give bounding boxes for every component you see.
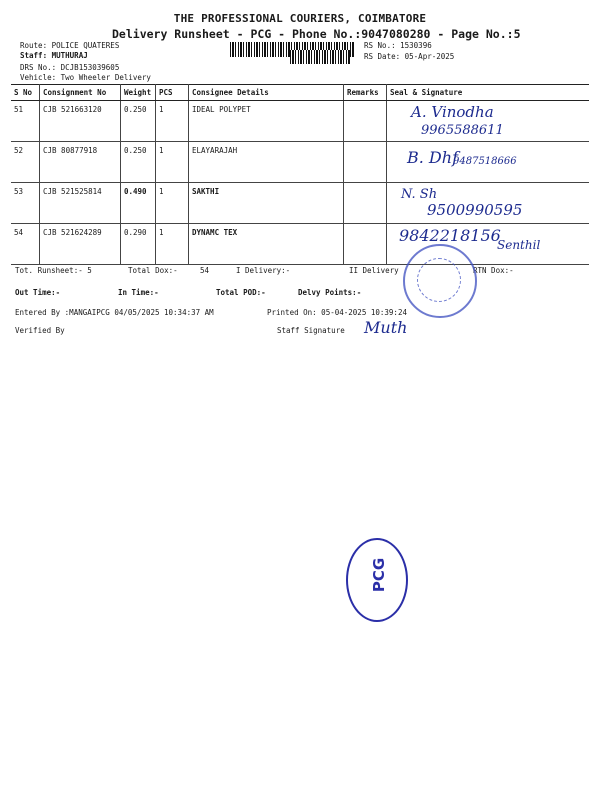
pcg-stamp-text: PCG (370, 557, 389, 593)
phone-ink: 9487518666 (453, 156, 517, 167)
runsheet-subtitle: Delivery Runsheet - PCG - Phone No.:9047080280 - Page No.:5 (112, 27, 521, 41)
rs-no: RS No.: 1530396 (364, 41, 432, 50)
rtn-dox: RTN Dox:- (473, 266, 514, 275)
printed-on: Printed On: 05-04-2025 10:39:24 (267, 308, 407, 317)
cell-consignment: CJB 521663120 (40, 101, 121, 142)
col-sno: S No (11, 85, 40, 101)
ii-delivery: II Delivery (349, 266, 399, 275)
phone-ink: 9500990595 (427, 201, 523, 219)
signature-ink: N. Sh (401, 187, 438, 202)
round-seal-stamp (403, 244, 477, 318)
cell-weight: 0.250 (121, 142, 156, 183)
cell-signature (387, 142, 590, 183)
out-time: Out Time:- (15, 288, 61, 297)
cell-remarks (344, 101, 387, 142)
phone-ink: 9842218156 (399, 226, 501, 245)
cell-pcs: 1 (156, 101, 189, 142)
col-pcs: PCS (156, 85, 189, 101)
table-row (11, 224, 589, 265)
verified-by: Verified By (15, 326, 65, 335)
col-weight: Weight (121, 85, 156, 101)
barcode-2 (290, 50, 350, 64)
drs-label: DRS No.: DCJB153039605 (20, 63, 120, 72)
cell-sno: 53 (11, 183, 40, 224)
cell-signature (387, 183, 590, 224)
signature-ink: Senthil (497, 238, 541, 252)
col-signature: Seal & Signature (387, 85, 590, 101)
table-row (11, 101, 589, 142)
cell-sno: 52 (11, 142, 40, 183)
phone-ink: 9965588611 (421, 123, 504, 138)
cell-consignee: DYNAMC TEX (189, 224, 344, 265)
cell-remarks (344, 183, 387, 224)
runsheet-table (11, 84, 589, 265)
cell-remarks (344, 142, 387, 183)
vehicle-label: Vehicle: Two Wheeler Delivery (20, 73, 151, 82)
delvy-points: Delvy Points:- (298, 288, 362, 297)
tot-runsheet: Tot. Runsheet:- 5 (15, 266, 92, 275)
entered-by: Entered By :MANGAIPCG 04/05/2025 10:34:37 AM (15, 308, 214, 317)
col-consignee: Consignee Details (189, 85, 344, 101)
route-label: Route: POLICE QUATERES (20, 41, 120, 50)
cell-consignment: CJB 521624289 (40, 224, 121, 265)
col-remarks: Remarks (344, 85, 387, 101)
signature-ink: B. Dhf (407, 148, 458, 167)
signature-ink: A. Vinodha (411, 103, 494, 121)
table-row (11, 142, 589, 183)
company-title: THE PROFESSIONAL COURIERS, COIMBATORE (173, 12, 427, 25)
total-dox-value: 54 (200, 266, 210, 275)
cell-signature (387, 101, 590, 142)
table-row (11, 183, 589, 224)
in-time: In Time:- (118, 288, 159, 297)
cell-pcs: 1 (156, 224, 189, 265)
cell-consignment: CJB 80877918 (40, 142, 121, 183)
cell-consignment: CJB 521525814 (40, 183, 121, 224)
col-consignment: Consignment No (40, 85, 121, 101)
cell-weight: 0.290 (121, 224, 156, 265)
cell-consignee: SAKTHI (189, 183, 344, 224)
cell-consignee: IDEAL POLYPET (189, 101, 344, 142)
staff-signature-label: Staff Signature (277, 326, 345, 335)
cell-pcs: 1 (156, 183, 189, 224)
cell-weight: 0.490 (121, 183, 156, 224)
cell-sno: 51 (11, 101, 40, 142)
cell-remarks (344, 224, 387, 265)
cell-consignee: ELAYARAJAH (189, 142, 344, 183)
i-delivery: I Delivery:- (236, 266, 291, 275)
cell-weight: 0.250 (121, 101, 156, 142)
cell-pcs: 1 (156, 142, 189, 183)
staff-label: Staff: MUTHURAJ (20, 51, 88, 60)
total-pod: Total POD:- (216, 288, 266, 297)
table-header-row (11, 85, 589, 101)
total-dox: Total Dox:- (128, 266, 178, 275)
cell-sno: 54 (11, 224, 40, 265)
pcg-stamp (346, 538, 408, 622)
staff-signature-ink: Muth (364, 318, 408, 337)
rs-date: RS Date: 05-Apr-2025 (364, 52, 455, 61)
